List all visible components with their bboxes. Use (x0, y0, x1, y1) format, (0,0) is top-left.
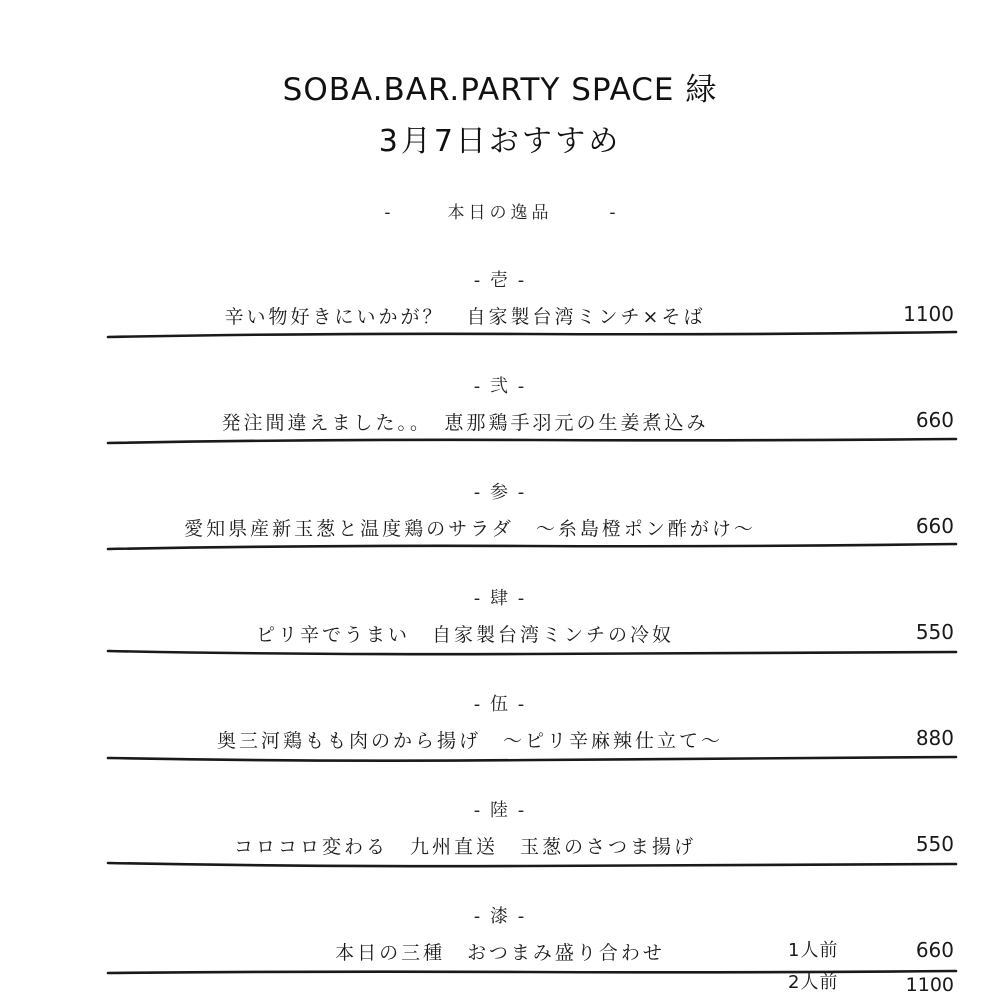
section-dash-left: - (384, 203, 391, 223)
item-name: 奥三河鶏もも肉のから揚げ ～ピリ辛麻辣仕立て～ (216, 730, 723, 752)
portion-single: 1人前 (788, 940, 839, 961)
item-price: 550 (915, 832, 954, 856)
item-name: ピリ辛でうまい 自家製台湾ミンチの冷奴 (255, 624, 674, 646)
item-price: 1100 (903, 302, 954, 326)
section-heading (0, 198, 1000, 223)
item-price: 660 (915, 938, 954, 962)
restaurant-title: SOBA.BAR.PARTY SPACE 緑 (282, 72, 718, 108)
item-number: - 弐 - (473, 376, 527, 397)
divider-line (106, 330, 958, 340)
item-name: 本日の三種 おつまみ盛り合わせ (335, 942, 665, 964)
menu-item-1 (0, 266, 1000, 372)
item-number: - 伍 - (473, 694, 527, 715)
divider-line (106, 542, 958, 552)
menu-item-5 (0, 690, 1000, 796)
date-title: 3月7日おすすめ (378, 124, 622, 159)
item-price: 880 (915, 726, 954, 750)
item-name: 発注間違えました。。 恵那鶏手羽元の生姜煮込み (221, 412, 709, 434)
item-price-double: 1100 (905, 974, 954, 996)
item-number: - 参 - (473, 482, 527, 503)
divider-line (106, 860, 958, 870)
item-number: - 壱 - (473, 270, 527, 291)
divider-line (106, 754, 958, 764)
item-name: 愛知県産新玉葱と温度鶏のサラダ ～糸島橙ポン酢がけ～ (184, 518, 756, 540)
item-name: コロコロ変わる 九州直送 玉葱のさつま揚げ (233, 836, 696, 858)
menu-item-7 (0, 902, 1000, 1000)
item-number: - 漆 - (473, 906, 527, 927)
item-number: - 陸 - (473, 800, 527, 821)
section-label: 本日の逸品 (447, 203, 553, 223)
item-price: 550 (915, 620, 954, 644)
item-price: 660 (915, 514, 954, 538)
item-name: 辛い物好きにいかが？ 自家製台湾ミンチ×そば (224, 306, 706, 328)
section-dash-right: - (609, 203, 616, 223)
item-number: - 肆 - (473, 588, 527, 609)
item-price: 660 (915, 408, 954, 432)
portion-double: 2人前 (788, 972, 839, 993)
divider-line (106, 648, 958, 658)
menu-item-4 (0, 584, 1000, 690)
menu-item-6 (0, 796, 1000, 902)
menu-item-3 (0, 478, 1000, 584)
menu-item-2 (0, 372, 1000, 478)
divider-line (106, 436, 958, 446)
